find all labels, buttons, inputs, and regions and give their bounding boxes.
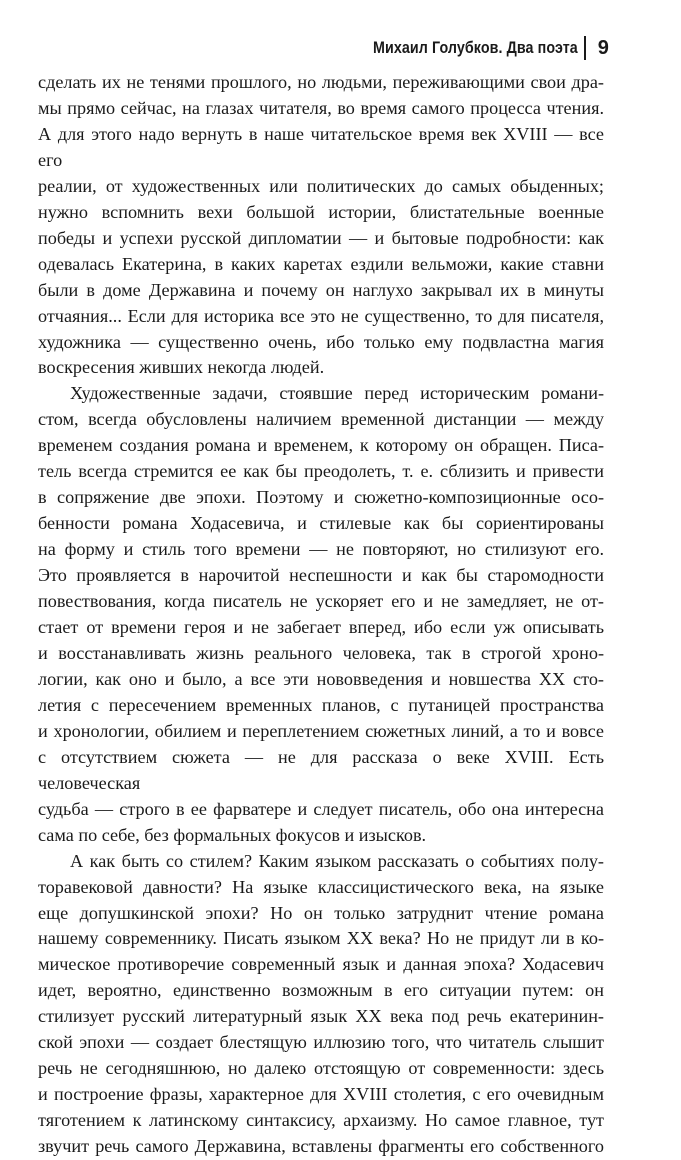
text-line: мы прямо сейчас, на глазах читателя, во время самого процесса чтения. bbox=[38, 97, 604, 118]
text-line: нужно вспомнить вехи большой истории, блистательные военные bbox=[38, 201, 604, 222]
text-line: реалии, от художественных или политических до самых обыденных; bbox=[38, 175, 604, 196]
text-line: мическое противоречие современный язык и данная эпоха? Ходасевич bbox=[38, 954, 604, 975]
text-line: на форму и стиль того времени — не повторяют, но стилизуют его. bbox=[38, 539, 604, 560]
header-separator bbox=[584, 36, 586, 60]
text-line: Художественные задачи, стоявшие перед историческим романи- bbox=[70, 383, 604, 404]
text-line: отчаяния... Если для историка все это не существенно, то для писателя, bbox=[38, 305, 604, 326]
paragraph bbox=[38, 849, 604, 1160]
paragraph bbox=[38, 381, 604, 848]
text-line: художника — существенно очень, ибо только ему подвластна магия bbox=[38, 331, 604, 352]
text-line: были в доме Державина и почему он наглухо закрывал их в минуты bbox=[38, 279, 604, 300]
text-line: ской эпохи — создает блестящую иллюзию того, что читатель слышит bbox=[38, 1032, 604, 1053]
text-line: победы и успехи русской дипломатии — и бытовые подробности: как bbox=[38, 227, 604, 248]
text-line: с отсутствием сюжета — не для рассказа о веке XVIII. Есть человеческая bbox=[38, 746, 604, 793]
text-line: и построение фразы, характерное для XVIII столетия, с его очевидным bbox=[38, 1084, 604, 1105]
paragraph bbox=[38, 70, 604, 381]
text-line: нашему современнику. Писать языком XX века? Но не придут ли в ко- bbox=[38, 928, 604, 949]
text-line: повествования, когда писатель не ускоряет его и не замедляет, не от- bbox=[38, 591, 604, 612]
text-line: А как быть со стилем? Каким языком рассказать о событиях полу- bbox=[70, 850, 604, 871]
body-text bbox=[38, 70, 604, 1160]
text-line: сама по себе, без формальных фокусов и изысков. bbox=[38, 824, 427, 845]
text-line: летия с пересечением временных планов, с путаницей пространства bbox=[38, 694, 604, 715]
text-line: логии, как оно и было, а все эти нововведения и новшества XX сто- bbox=[38, 668, 604, 689]
text-line: бенности романа Ходасевича, и стилевые как бы сориентированы bbox=[38, 513, 604, 534]
text-line: судьба — строго в ее фарватере и следует писатель, обо она интересна bbox=[38, 798, 604, 819]
page-number: 9 bbox=[597, 36, 609, 59]
text-line: еще допушкинской эпохи? Но он только затруднит чтение романа bbox=[38, 902, 604, 923]
text-line: одевалась Екатерина, в каких каретах ездили вельможи, какие ставни bbox=[38, 253, 604, 274]
text-line: воскресения живших некогда людей. bbox=[38, 357, 325, 378]
running-header bbox=[334, 36, 609, 60]
text-line: звучит речь самого Державина, вставлены фрагменты его собственного bbox=[38, 1136, 604, 1157]
running-title: Михаил Голубков. Два поэта bbox=[372, 38, 578, 57]
text-line: в сопряжение две эпохи. Поэтому и сюжетно-композиционные осо- bbox=[38, 487, 604, 508]
text-line: идет, вероятно, единственно возможным в его ситуации путем: он bbox=[38, 980, 604, 1001]
text-line: и хронологии, обилием и переплетением сюжетных линий, а то и вовсе bbox=[38, 720, 604, 741]
text-line: Это проявляется в нарочитой неспешности и как бы старомодности bbox=[38, 565, 604, 586]
text-line: стилизует русский литературный язык XX века под речь екатеринин- bbox=[38, 1006, 604, 1027]
text-line: тель всегда стремится ее как бы преодолеть, т. е. сблизить и привести bbox=[38, 461, 604, 482]
text-line: временем создания романа и временем, к которому он обращен. Писа- bbox=[38, 435, 604, 456]
text-line: А для этого надо вернуть в наше читательское время век XVIII — все его bbox=[38, 123, 604, 170]
text-line: речь не сегодняшнюю, но далеко отстоящую от современности: здесь bbox=[38, 1058, 604, 1079]
text-line: стом, всегда обусловлены наличием временной дистанции — между bbox=[38, 409, 604, 430]
text-line: и восстанавливать жизнь реального человека, так в строгой хроно- bbox=[38, 642, 604, 663]
text-line: тяготением к латинскому синтаксису, архаизму. Но самое главное, тут bbox=[38, 1110, 604, 1131]
text-line: сделать их не тенями прошлого, но людьми, переживающими свои дра- bbox=[38, 72, 604, 92]
text-line: торавековой давности? На языке классицистического века, на языке bbox=[38, 876, 604, 897]
text-line: стает от времени героя и не забегает вперед, ибо если уж описывать bbox=[38, 617, 604, 638]
